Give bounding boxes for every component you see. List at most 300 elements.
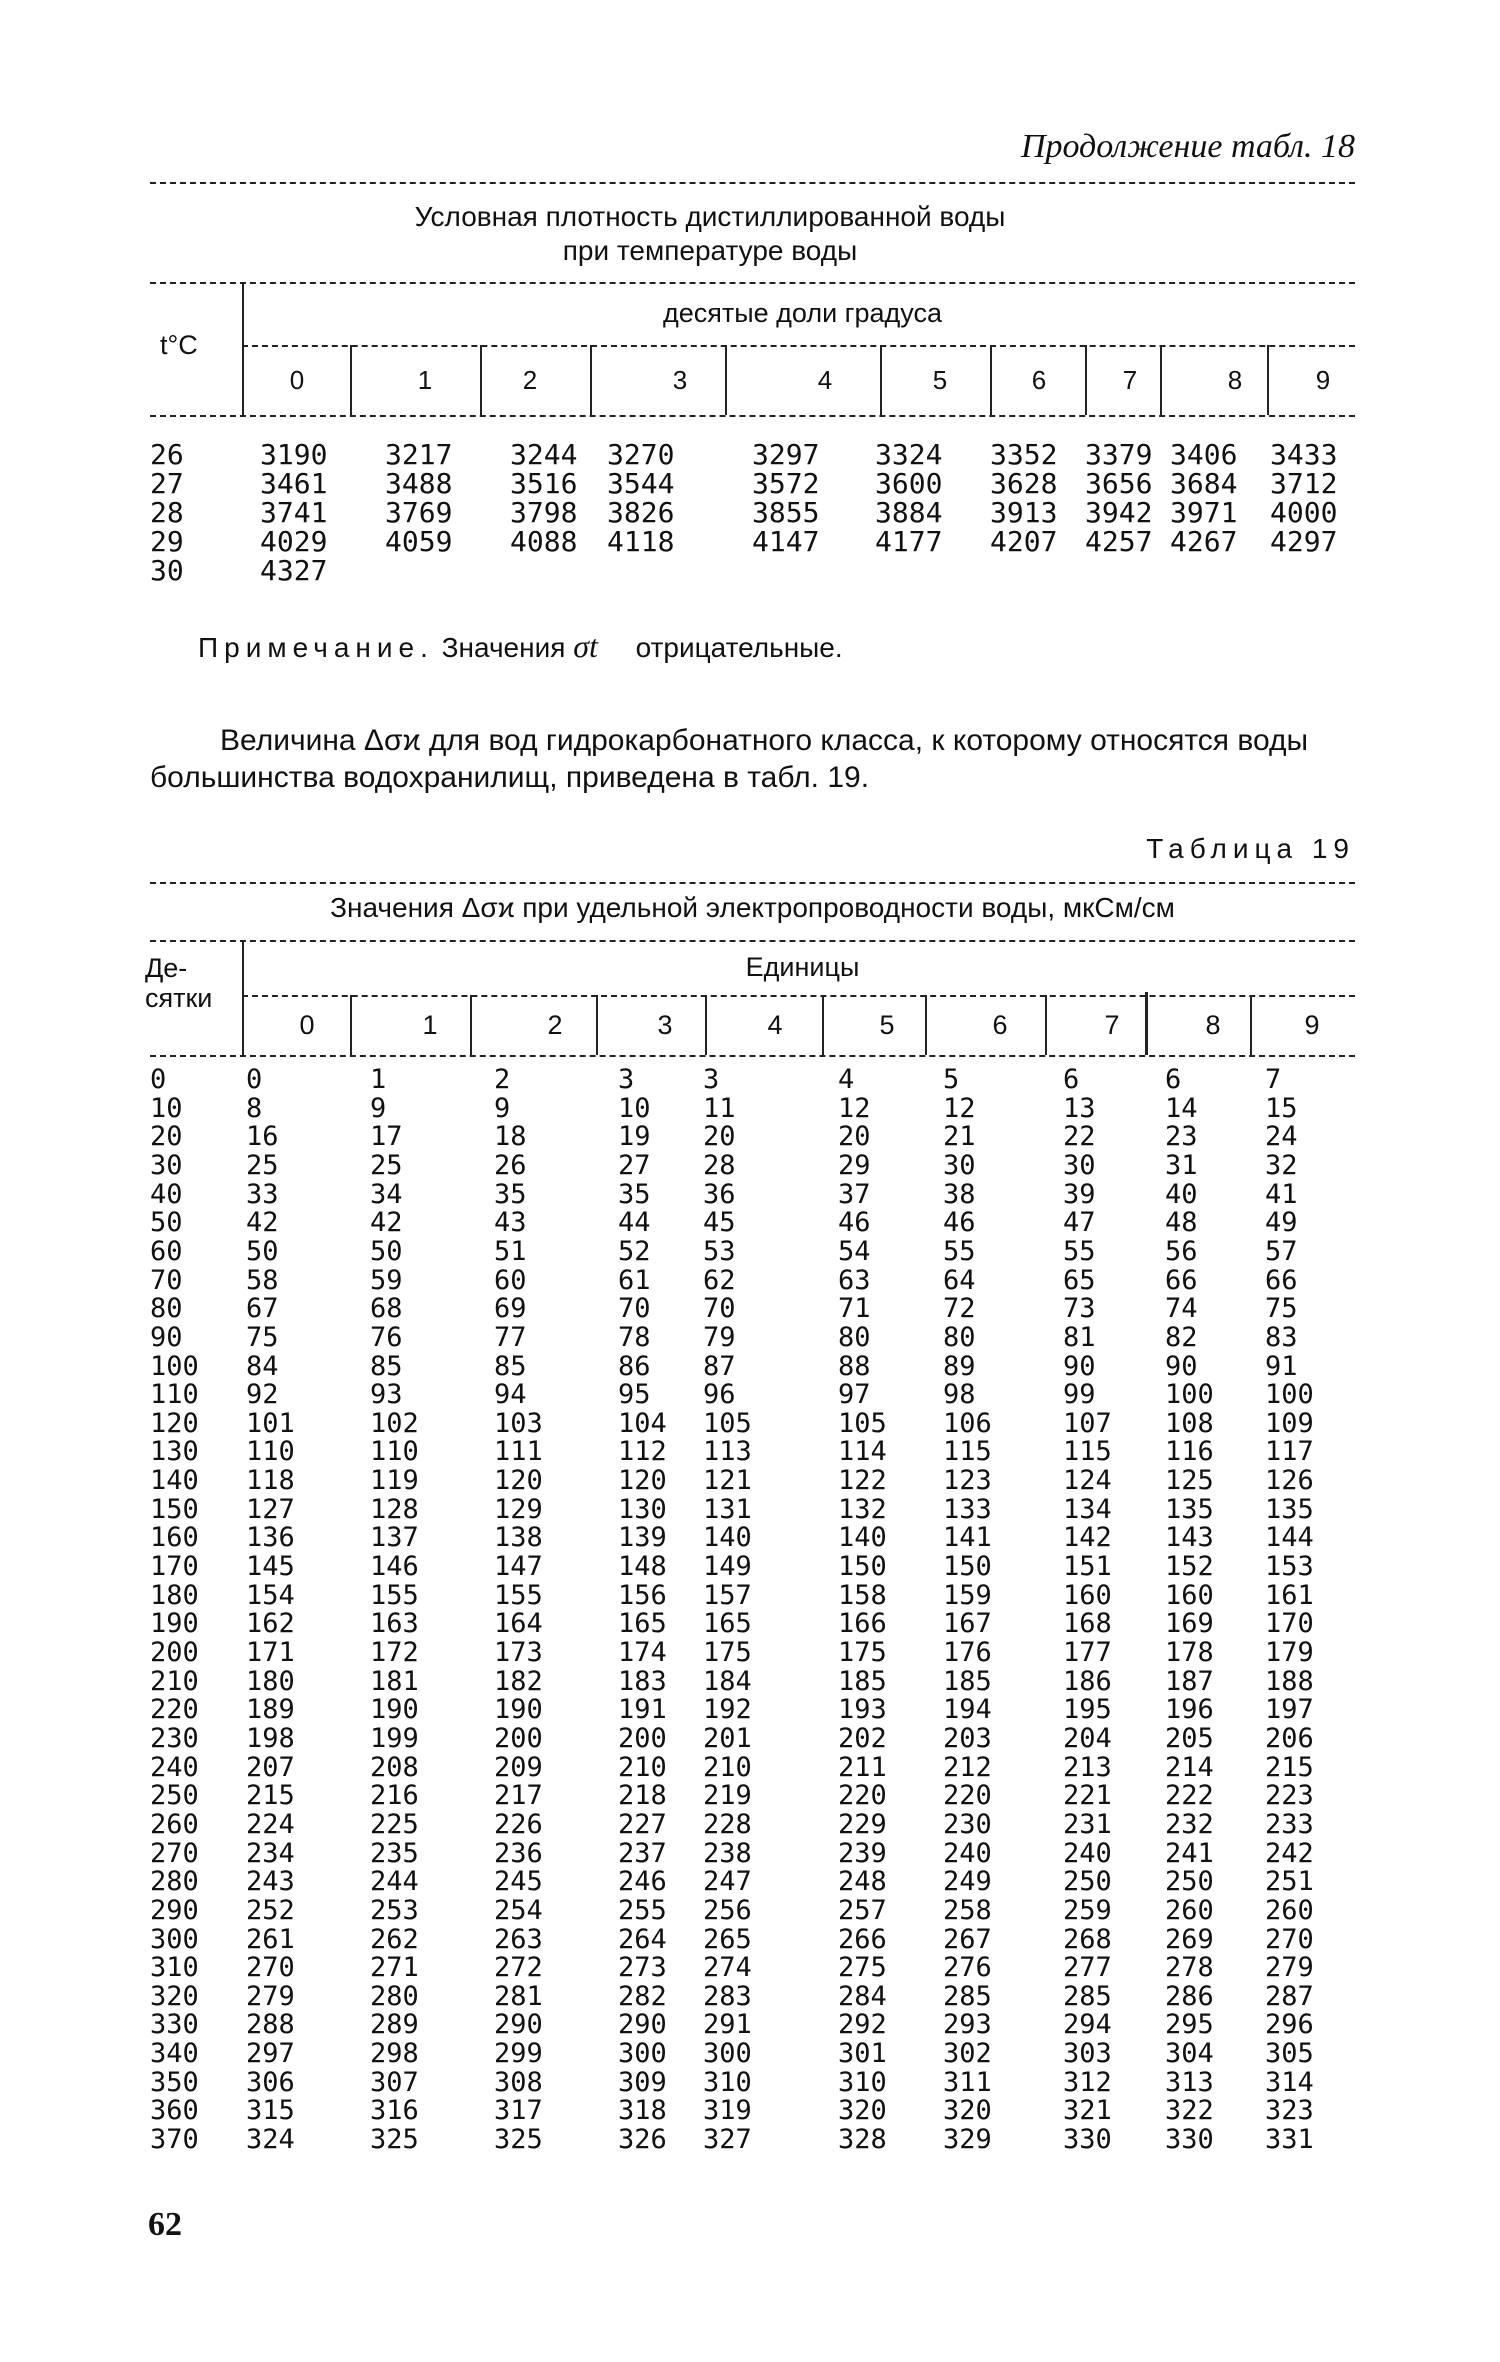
table19-cell: 191 xyxy=(618,1694,667,1726)
table19-cell: 35 xyxy=(618,1178,651,1210)
table19-cell: 306 xyxy=(246,2066,295,2098)
table19-row-header: Де- сятки xyxy=(145,953,213,1013)
table19-cell: 172 xyxy=(370,1637,419,1668)
table18-cell: 3600 xyxy=(875,467,943,500)
table19-cell: 59 xyxy=(370,1264,403,1296)
table19-cell: 14 xyxy=(1165,1092,1198,1124)
table19-cell: 70 xyxy=(618,1293,651,1325)
table19-cell: 100 xyxy=(1165,1379,1214,1411)
table19-cell: 330 xyxy=(1063,2124,1112,2156)
table19-cell: 147 xyxy=(494,1551,543,1583)
table19-row-label: 340 xyxy=(150,2038,199,2070)
table18-row-label: 29 xyxy=(150,525,184,558)
table19-cell: 301 xyxy=(838,2038,887,2070)
table19-cell: 142 xyxy=(1063,1522,1112,1554)
table19-cell: 85 xyxy=(494,1350,527,1382)
table19-cell: 174 xyxy=(618,1637,667,1668)
table19-cell: 257 xyxy=(838,1894,887,1926)
table18-note xyxy=(198,628,843,665)
table19-cell: 281 xyxy=(494,1980,543,2012)
table19-cell: 17 xyxy=(370,1121,403,1153)
table19-cell: 200 xyxy=(618,1722,667,1754)
table19-cell: 290 xyxy=(618,2009,667,2041)
table19-cell: 106 xyxy=(943,1407,992,1439)
table19-cell: 38 xyxy=(943,1178,976,1210)
column-divider xyxy=(1045,995,1047,1055)
table19-cell: 326 xyxy=(618,2124,667,2156)
table19-row-label: 140 xyxy=(150,1465,199,1497)
column-divider xyxy=(1250,995,1252,1055)
table19-cell: 154 xyxy=(246,1579,295,1611)
table19-cell: 171 xyxy=(246,1637,295,1668)
table18-cell: 4177 xyxy=(875,525,943,558)
table19-cell: 76 xyxy=(370,1321,403,1353)
table19-cell: 249 xyxy=(943,1866,992,1898)
table19-cell: 215 xyxy=(246,1780,295,1812)
table19-cell: 211 xyxy=(838,1751,887,1783)
table19-cell: 223 xyxy=(1265,1780,1314,1812)
table19-cell: 112 xyxy=(618,1436,667,1468)
table18-cell: 3270 xyxy=(607,438,675,471)
table19-cell: 164 xyxy=(494,1608,543,1640)
table19-row xyxy=(0,2011,1500,2040)
table18-cell: 3741 xyxy=(260,496,328,529)
table19-cell: 149 xyxy=(703,1551,752,1583)
table19-cell: 53 xyxy=(703,1235,736,1267)
table19-cell: 318 xyxy=(618,2095,667,2127)
table18-col-header: 3 xyxy=(672,365,688,395)
table19-cell: 165 xyxy=(618,1608,667,1640)
table19-cell: 242 xyxy=(1265,1837,1314,1869)
table18-cell: 4267 xyxy=(1170,525,1238,558)
table19-row-label: 70 xyxy=(150,1264,183,1296)
table19-cell: 10 xyxy=(618,1092,651,1124)
table19-row xyxy=(0,1980,1500,2012)
table19-cell: 295 xyxy=(1165,2009,1214,2041)
table19-row-label: 360 xyxy=(150,2095,199,2127)
table19-cell: 23 xyxy=(1165,1121,1198,1153)
table19-cell: 30 xyxy=(943,1149,976,1181)
table19-cell: 33 xyxy=(246,1178,279,1210)
table19-cell: 259 xyxy=(1063,1894,1112,1926)
table19-cell: 66 xyxy=(1265,1264,1298,1296)
table19-row-label: 30 xyxy=(150,1149,183,1181)
table19-cell: 12 xyxy=(943,1092,976,1124)
table19-cell: 300 xyxy=(618,2038,667,2070)
table19-cell: 153 xyxy=(1265,1551,1314,1583)
table19-row-label: 180 xyxy=(150,1579,199,1611)
table19-cell: 167 xyxy=(943,1608,992,1640)
table19-cell: 20 xyxy=(703,1121,736,1153)
table19-cell: 195 xyxy=(1063,1694,1112,1726)
table19-row xyxy=(0,1493,1500,1525)
table19-cell: 121 xyxy=(703,1465,752,1497)
table19-row-label: 330 xyxy=(150,2009,199,2041)
table19-cell: 24 xyxy=(1265,1121,1298,1153)
table18-row-header: t°C xyxy=(160,330,198,360)
table19-cell: 22 xyxy=(1063,1121,1096,1153)
table19-row-label: 230 xyxy=(150,1722,199,1754)
table19-cell: 305 xyxy=(1265,2038,1314,2070)
table19-cell: 2 xyxy=(494,1064,511,1095)
table19-row-label: 210 xyxy=(150,1665,199,1697)
table19-col-header: 6 xyxy=(992,1010,1008,1040)
table19-cell: 198 xyxy=(246,1722,295,1754)
table18-cell: 3297 xyxy=(752,438,820,471)
table19-cell: 119 xyxy=(370,1465,419,1497)
table19-cell: 175 xyxy=(703,1637,752,1668)
table19-cell: 39 xyxy=(1063,1178,1096,1210)
table19-cell: 285 xyxy=(1063,1980,1112,2012)
table19-cell: 252 xyxy=(246,1894,295,1926)
table19-col-header: 5 xyxy=(879,1010,895,1040)
table19-cell: 190 xyxy=(370,1694,419,1726)
table19-cell: 78 xyxy=(618,1321,651,1353)
table19-col-header: 4 xyxy=(767,1010,783,1040)
table19-cell: 214 xyxy=(1165,1751,1214,1783)
table19-row-label: 50 xyxy=(150,1207,183,1239)
column-divider xyxy=(590,345,592,415)
table19-row xyxy=(0,1235,1500,1267)
table19-cell: 157 xyxy=(703,1579,752,1611)
table19-cell: 235 xyxy=(370,1837,419,1869)
table18-cell: 3628 xyxy=(990,467,1058,500)
table19-cell: 217 xyxy=(494,1780,543,1812)
table19-cell: 56 xyxy=(1165,1235,1198,1267)
table19-cell: 258 xyxy=(943,1894,992,1926)
table18-cell: 3406 xyxy=(1170,438,1238,471)
table19-cell: 110 xyxy=(246,1436,295,1468)
table19-cell: 135 xyxy=(1165,1493,1214,1525)
table19-cell: 100 xyxy=(1265,1379,1314,1411)
table19-cell: 188 xyxy=(1265,1665,1314,1697)
table19-cell: 304 xyxy=(1165,2038,1214,2070)
table19-cell: 63 xyxy=(838,1264,871,1296)
table19-cell: 6 xyxy=(1165,1064,1182,1095)
table19-cell: 240 xyxy=(943,1837,992,1869)
column-divider xyxy=(990,345,992,415)
column-divider xyxy=(925,995,927,1055)
rule xyxy=(150,882,1355,884)
column-divider xyxy=(880,345,882,415)
table19-row xyxy=(0,1438,1500,1467)
table18-cell: 4207 xyxy=(990,525,1058,558)
table19-row-label: 350 xyxy=(150,2066,199,2098)
table19-row-label: 10 xyxy=(150,1092,183,1124)
table18-cell: 4327 xyxy=(260,554,328,587)
table19-cell: 80 xyxy=(943,1321,976,1353)
table19-cell: 60 xyxy=(494,1264,527,1296)
table19-cell: 185 xyxy=(943,1665,992,1697)
table19-cell: 116 xyxy=(1165,1436,1214,1468)
table19-cell: 5 xyxy=(943,1064,960,1095)
table19-row xyxy=(0,1610,1500,1639)
table19-cell: 180 xyxy=(246,1665,295,1697)
table18-col-header: 6 xyxy=(1031,365,1047,395)
rule xyxy=(150,415,1355,417)
table19-cell: 134 xyxy=(1063,1493,1112,1525)
table19-cell: 316 xyxy=(370,2095,419,2127)
table19-cell: 105 xyxy=(703,1407,752,1439)
rule xyxy=(150,1055,1355,1057)
table19-cell: 293 xyxy=(943,2009,992,2041)
table19-cell: 7 xyxy=(1265,1064,1282,1095)
column-divider xyxy=(470,995,472,1055)
table19-cell: 75 xyxy=(246,1321,279,1353)
table19-cell: 170 xyxy=(1265,1608,1314,1640)
table19-cell: 280 xyxy=(370,1980,419,2012)
table19-row xyxy=(0,2126,1500,2155)
table19-row-label: 0 xyxy=(150,1064,167,1095)
table19-cell: 253 xyxy=(370,1894,419,1926)
table19-cell: 325 xyxy=(494,2124,543,2156)
table19-cell: 93 xyxy=(370,1379,403,1411)
table18-cell: 4029 xyxy=(260,525,328,558)
table19-row xyxy=(0,2066,1500,2098)
table19-cell: 115 xyxy=(943,1436,992,1468)
table19-cell: 122 xyxy=(838,1465,887,1497)
table19-row xyxy=(0,1954,1500,1983)
table19-row-label: 220 xyxy=(150,1694,199,1726)
table19-cell: 325 xyxy=(370,2124,419,2156)
table19-row xyxy=(0,1467,1500,1496)
table19-cell: 230 xyxy=(943,1808,992,1840)
table19-cell: 43 xyxy=(494,1207,527,1239)
table18-cell: 4147 xyxy=(752,525,820,558)
table19-cell: 310 xyxy=(703,2066,752,2098)
table19-cell: 132 xyxy=(838,1493,887,1525)
table19-cell: 201 xyxy=(703,1722,752,1754)
table19-row-label: 300 xyxy=(150,1923,199,1955)
table19-cell: 224 xyxy=(246,1808,295,1840)
table19-cell: 324 xyxy=(246,2124,295,2156)
table19-cell: 162 xyxy=(246,1608,295,1640)
table19-cell: 247 xyxy=(703,1866,752,1898)
table19-cell: 108 xyxy=(1165,1407,1214,1439)
table19-cell: 156 xyxy=(618,1579,667,1611)
table19-cell: 268 xyxy=(1063,1923,1112,1955)
table19-cell: 66 xyxy=(1165,1264,1198,1296)
table19-cell: 266 xyxy=(838,1923,887,1955)
table19-row-label: 80 xyxy=(150,1293,183,1325)
table19-row xyxy=(0,1295,1500,1324)
table19-row xyxy=(0,1696,1500,1725)
table19-cell: 319 xyxy=(703,2095,752,2127)
table19-cell: 57 xyxy=(1265,1235,1298,1267)
table19-row xyxy=(0,1553,1500,1582)
table19-cell: 300 xyxy=(703,2038,752,2070)
table19-row xyxy=(0,1321,1500,1353)
table19-cell: 256 xyxy=(703,1894,752,1926)
table19-cell: 126 xyxy=(1265,1465,1314,1497)
table19-cell: 192 xyxy=(703,1694,752,1726)
table19-row-label: 130 xyxy=(150,1436,199,1468)
table18-cell: 3324 xyxy=(875,438,943,471)
table19-cell: 210 xyxy=(703,1751,752,1783)
table18-col-header: 0 xyxy=(289,365,305,395)
table19-cell: 79 xyxy=(703,1321,736,1353)
table19-row xyxy=(0,1639,1500,1668)
table19-cell: 236 xyxy=(494,1837,543,1869)
table19-cell: 302 xyxy=(943,2038,992,2070)
table19-cell: 237 xyxy=(618,1837,667,1869)
table19-cell: 264 xyxy=(618,1923,667,1955)
table18-cell: 3516 xyxy=(510,467,578,500)
table19-cell: 25 xyxy=(246,1149,279,1181)
table18-cell: 3244 xyxy=(510,438,578,471)
table18-col-header: 4 xyxy=(817,365,833,395)
table19-cell: 42 xyxy=(246,1207,279,1239)
table19-row xyxy=(0,1868,1500,1897)
table19-cell: 31 xyxy=(1165,1149,1198,1181)
table18-subheader: десятые доли градуса xyxy=(662,298,943,328)
table19-row-label: 270 xyxy=(150,1837,199,1869)
table19-cell: 54 xyxy=(838,1235,871,1267)
table19-cell: 321 xyxy=(1063,2095,1112,2127)
table19-cell: 260 xyxy=(1165,1894,1214,1926)
table19-cell: 271 xyxy=(370,1952,419,1984)
table19-row xyxy=(0,1665,1500,1697)
table19-cell: 308 xyxy=(494,2066,543,2098)
table19-cell: 4 xyxy=(838,1064,855,1095)
table19-cell: 278 xyxy=(1165,1952,1214,1984)
table19-title: Значения Δσϰ при удельной электропроводности воды, мкСм/см xyxy=(330,892,1175,923)
page-number: 62 xyxy=(148,2206,182,2243)
table19-cell: 141 xyxy=(943,1522,992,1554)
table19-cell: 276 xyxy=(943,1952,992,1984)
table19-cell: 6 xyxy=(1063,1064,1080,1095)
table19-cell: 111 xyxy=(494,1436,543,1468)
table19-cell: 27 xyxy=(618,1149,651,1181)
table19-row xyxy=(0,1381,1500,1410)
table19-cell: 92 xyxy=(246,1379,279,1411)
table19-cell: 190 xyxy=(494,1694,543,1726)
column-divider xyxy=(822,995,824,1055)
table19-cell: 133 xyxy=(943,1493,992,1525)
table19-cell: 50 xyxy=(370,1235,403,1267)
table19-cell: 161 xyxy=(1265,1579,1314,1611)
table19-cell: 42 xyxy=(370,1207,403,1239)
note-text-after: отрицательные. xyxy=(635,632,843,663)
table19-cell: 82 xyxy=(1165,1321,1198,1353)
table19-row xyxy=(0,1123,1500,1152)
table19-cell: 115 xyxy=(1063,1436,1112,1468)
table19-cell: 193 xyxy=(838,1694,887,1726)
table19-row xyxy=(0,1407,1500,1439)
table19-cell: 96 xyxy=(703,1379,736,1411)
table19-cell: 307 xyxy=(370,2066,419,2098)
table18-cell: 3217 xyxy=(385,438,453,471)
table19-cell: 36 xyxy=(703,1178,736,1210)
table19-cell: 97 xyxy=(838,1379,871,1411)
table19-cell: 143 xyxy=(1165,1522,1214,1554)
table19-cell: 213 xyxy=(1063,1751,1112,1783)
table19-cell: 74 xyxy=(1165,1293,1198,1325)
table19-cell: 299 xyxy=(494,2038,543,2070)
table18-cell: 4118 xyxy=(607,525,675,558)
table19-cell: 273 xyxy=(618,1952,667,1984)
table19-cell: 81 xyxy=(1063,1321,1096,1353)
table18-cell: 3855 xyxy=(752,496,820,529)
table19-col-header: 7 xyxy=(1104,1010,1120,1040)
table19-cell: 90 xyxy=(1165,1350,1198,1382)
rule xyxy=(150,182,1355,184)
column-divider xyxy=(350,345,352,415)
table19-cell: 145 xyxy=(246,1551,295,1583)
table19-cell: 155 xyxy=(494,1579,543,1611)
rule xyxy=(242,345,1355,347)
table19-cell: 61 xyxy=(618,1264,651,1296)
table18-cell: 4059 xyxy=(385,525,453,558)
table19-row-label: 160 xyxy=(150,1522,199,1554)
table19-cell: 202 xyxy=(838,1722,887,1754)
note-label: Примечание. xyxy=(198,632,434,663)
table19-cell: 282 xyxy=(618,1980,667,2012)
table19-cell: 26 xyxy=(494,1149,527,1181)
table19-col-header: 3 xyxy=(657,1010,673,1040)
table19-row xyxy=(0,1264,1500,1296)
table19-cell: 246 xyxy=(618,1866,667,1898)
table19-cell: 279 xyxy=(246,1980,295,2012)
table19-row-label: 60 xyxy=(150,1235,183,1267)
table18-row-label: 28 xyxy=(150,496,184,529)
table19-cell: 71 xyxy=(838,1293,871,1325)
table19-cell: 163 xyxy=(370,1608,419,1640)
table19-row-label: 320 xyxy=(150,1980,199,2012)
table19-cell: 189 xyxy=(246,1694,295,1726)
table19-cell: 58 xyxy=(246,1264,279,1296)
table19-cell: 8 xyxy=(246,1092,263,1124)
table19-cell: 90 xyxy=(1063,1350,1096,1382)
table19-cell: 20 xyxy=(838,1121,871,1153)
table19-cell: 89 xyxy=(943,1350,976,1382)
table19-cell: 297 xyxy=(246,2038,295,2070)
table19-cell: 265 xyxy=(703,1923,752,1955)
table19-cell: 151 xyxy=(1063,1551,1112,1583)
table19-cell: 313 xyxy=(1165,2066,1214,2098)
table19-cell: 233 xyxy=(1265,1808,1314,1840)
note-text-before: Значения xyxy=(441,632,566,663)
table19-cell: 287 xyxy=(1265,1980,1314,2012)
table19-cell: 210 xyxy=(618,1751,667,1783)
table19-cell: 120 xyxy=(494,1465,543,1497)
table19-cell: 139 xyxy=(618,1522,667,1554)
table19-cell: 95 xyxy=(618,1379,651,1411)
table19-cell: 127 xyxy=(246,1493,295,1525)
table19-row xyxy=(0,1579,1500,1611)
table19-cell: 137 xyxy=(370,1522,419,1554)
table19-cell: 86 xyxy=(618,1350,651,1382)
table18-cell: 4257 xyxy=(1085,525,1153,558)
table19-cell: 203 xyxy=(943,1722,992,1754)
table19-cell: 37 xyxy=(838,1178,871,1210)
table19-cell: 275 xyxy=(838,1952,887,1984)
table18-cell: 3826 xyxy=(607,496,675,529)
table19-row-label: 240 xyxy=(150,1751,199,1783)
table19-cell: 176 xyxy=(943,1637,992,1668)
table19-cell: 212 xyxy=(943,1751,992,1783)
table18-row-label: 30 xyxy=(150,554,184,587)
table19-row xyxy=(0,2097,1500,2126)
table18-cell: 3461 xyxy=(260,467,328,500)
table19-cell: 49 xyxy=(1265,1207,1298,1239)
table19-cell: 13 xyxy=(1063,1092,1096,1124)
table19-cell: 215 xyxy=(1265,1751,1314,1783)
table19-cell: 178 xyxy=(1165,1637,1214,1668)
table19-cell: 50 xyxy=(246,1235,279,1267)
table19-cell: 290 xyxy=(494,2009,543,2041)
table18-cell: 4000 xyxy=(1270,496,1338,529)
